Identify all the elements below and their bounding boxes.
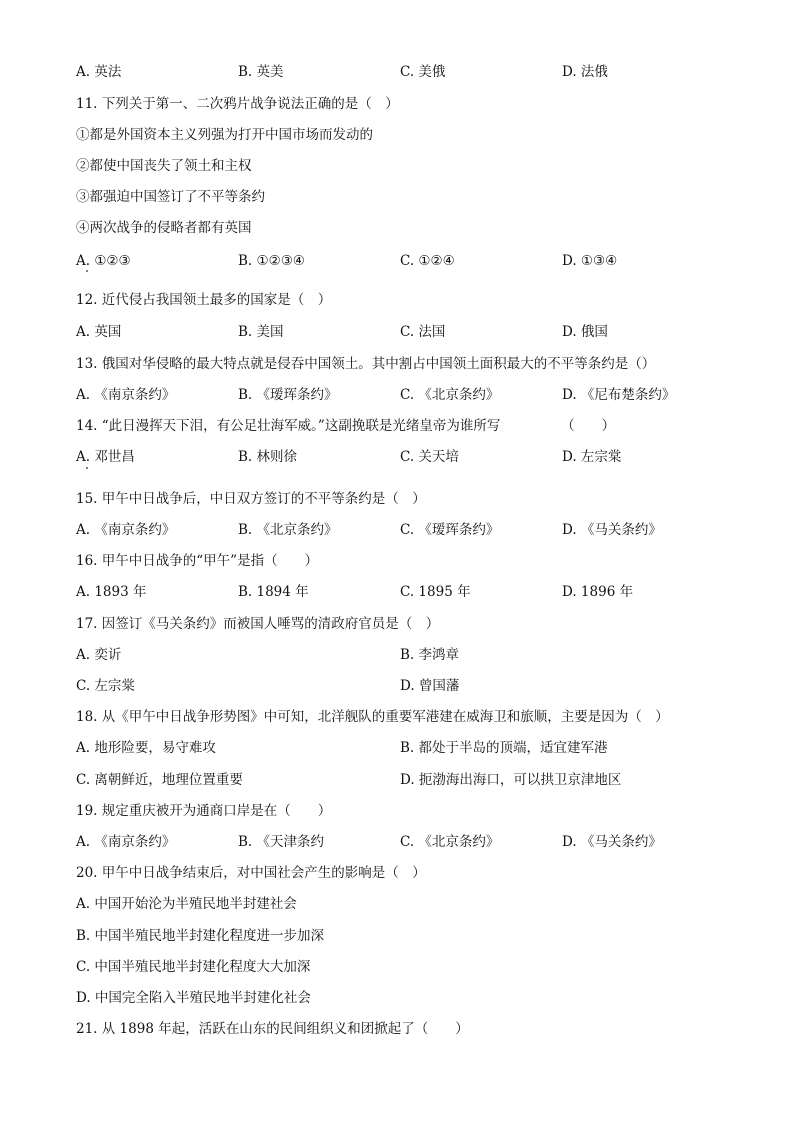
question-line: 14. “此日漫挥天下泪，有公足壮海军威。”这副挽联是光绪皇帝为谁所写 （ ） xyxy=(76,418,616,434)
answer-option: A. 奕䜣 xyxy=(76,647,122,663)
answer-option: D. 《马关条约》 xyxy=(562,834,662,850)
answer-option: B. 都处于半岛的顶端，适宜建军港 xyxy=(400,740,608,756)
answer-option: B. 《瑷珲条约》 xyxy=(238,387,338,403)
question-line: 18. 从《甲午中日战争形势图》中可知，北洋舰队的重要军港建在威海卫和旅顺，主要是因为（ ） xyxy=(76,709,669,725)
answer-option: A. 邓世昌 xyxy=(76,449,135,465)
answer-option: D. 左宗棠 xyxy=(562,449,622,465)
answer-option: D. 曾国藩 xyxy=(400,678,460,694)
answer-option: C. 《北京条约》 xyxy=(400,834,500,850)
question-line: A. 中国开始沦为半殖民地半封建社会 xyxy=(76,896,297,912)
answer-option: A. ①②③ xyxy=(76,253,131,269)
question-line: ④两次战争的侵略者都有英国 xyxy=(76,220,252,236)
stray-mark xyxy=(86,467,88,469)
answer-option: A. 《南京条约》 xyxy=(76,834,176,850)
answer-option: B. 美国 xyxy=(238,324,284,340)
answer-option: A. 英国 xyxy=(76,324,122,340)
question-line: 11. 下列关于第一、二次鸦片战争说法正确的是（ ） xyxy=(76,96,399,112)
question-line: 13. 俄国对华侵略的最大特点就是侵吞中国领土。其中割占中国领土面积最大的不平等条约是（） xyxy=(76,356,656,372)
question-line: 16. 甲午中日战争的“甲午”是指（ ） xyxy=(76,553,319,569)
answer-option: A. 地形险要，易守难攻 xyxy=(76,740,216,756)
answer-option: C. 离朝鲜近，地理位置重要 xyxy=(76,772,243,788)
question-line: ②都使中国丧失了领土和主权 xyxy=(76,158,252,174)
question-line: D. 中国完全陷入半殖民地半封建化社会 xyxy=(76,990,311,1006)
answer-option: C. 左宗棠 xyxy=(76,678,135,694)
answer-option: B. 《天津条约 xyxy=(238,834,325,850)
answer-option: C. 美俄 xyxy=(400,64,446,80)
question-line: 12. 近代侵占我国领土最多的国家是（ ） xyxy=(76,292,332,308)
answer-option: B. 英美 xyxy=(238,64,284,80)
question-line: C. 中国半殖民地半封建化程度大大加深 xyxy=(76,959,311,975)
answer-option: A. 《南京条约》 xyxy=(76,522,176,538)
answer-option: D. 法俄 xyxy=(562,64,608,80)
question-line: 21. 从 1898 年起，活跃在山东的民间组织义和团掀起了（ ） xyxy=(76,1021,469,1037)
answer-option: B. 1894 年 xyxy=(238,584,309,600)
answer-option: B. 《北京条约》 xyxy=(238,522,338,538)
answer-option: C. ①②④ xyxy=(400,253,455,269)
answer-option: C. 1895 年 xyxy=(400,584,471,600)
stray-mark xyxy=(86,270,88,272)
question-line: 20. 甲午中日战争结束后，对中国社会产生的影响是（ ） xyxy=(76,865,426,881)
question-line: B. 中国半殖民地半封建化程度进一步加深 xyxy=(76,928,325,944)
answer-option: A. 英法 xyxy=(76,64,122,80)
question-line: 15. 甲午中日战争后，中日双方签订的不平等条约是（ ） xyxy=(76,491,426,507)
answer-option: B. ①②③④ xyxy=(238,253,305,269)
answer-option: D. 《马关条约》 xyxy=(562,522,662,538)
answer-option: B. 林则徐 xyxy=(238,449,298,465)
answer-option: A. 《南京条约》 xyxy=(76,387,176,403)
answer-option: C. 关天培 xyxy=(400,449,459,465)
question-line: ③都强迫中国签订了不平等条约 xyxy=(76,189,265,205)
answer-option: C. 法国 xyxy=(400,324,446,340)
answer-option: D. ①③④ xyxy=(562,253,618,269)
answer-option: A. 1893 年 xyxy=(76,584,147,600)
answer-option: B. 李鸿章 xyxy=(400,647,460,663)
answer-option: C. 《瑷珲条约》 xyxy=(400,522,500,538)
answer-option: C. 《北京条约》 xyxy=(400,387,500,403)
answer-option: D. 扼渤海出海口，可以拱卫京津地区 xyxy=(400,772,622,788)
question-line: 19. 规定重庆被开为通商口岸是在（ ） xyxy=(76,803,332,819)
question-line: ①都是外国资本主义列强为打开中国市场而发动的 xyxy=(76,127,373,143)
question-line: 17. 因签订《马关条约》而被国人唾骂的清政府官员是（ ） xyxy=(76,616,440,632)
answer-option: D. 1896 年 xyxy=(562,584,634,600)
answer-option: D. 俄国 xyxy=(562,324,608,340)
answer-option: D. 《尼布楚条约》 xyxy=(562,387,676,403)
